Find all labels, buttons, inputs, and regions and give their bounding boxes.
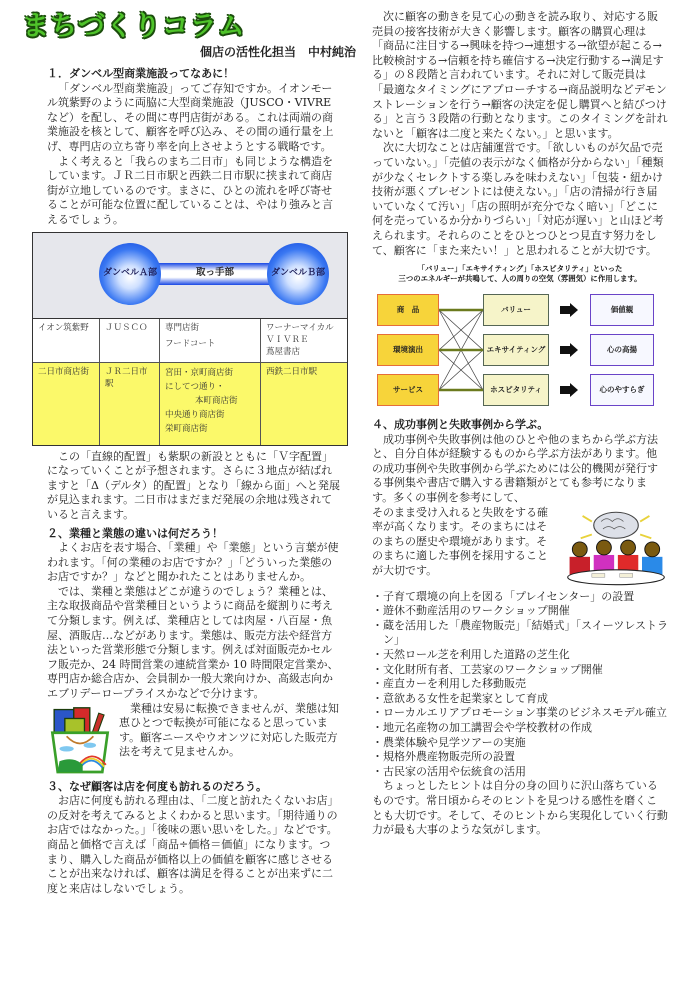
mall-row [33,319,347,363]
list-item-text: 蔵を活用した「農産物販売」「結婚式」「スイーツレストラン」 [383,618,669,647]
outcome-box-uplift: 心の高揚 [590,334,654,366]
list-item: ・規格外農産物販売所の設置 [372,750,515,764]
left-column [38,0,357,989]
cell-line: フードコート [165,338,216,349]
section-2-paragraph-2: では、業種と業態はどこが違うのでしょう？業種とは、主な取扱商品や営業種目というように商品を縦割りに考えて分類します。例えば、業種店としては肉屋・八百屋・魚屋、酒販店…などがあります。業態は、販売方法や経営方法といった営業形態で分類します。例えば対面販売かセルフ販売か、24 時間営業の連続営業か 10 時間限定営業か、専門店か総合店か、会員制か一般大衆向けか、高級志向かエブリデーロープライスかなどで分けます。 [47,584,339,701]
outcome-box-values: 価値観 [590,294,654,326]
list-item-text: 産直カーを利用した移動販売 [383,677,526,691]
town-cell-middle [160,363,261,445]
section-4-paragraph-1-continued: そのまま受け入れると失敗をする確率が高くなります。そのまちにはそのまちの歴史や環境があります。そのまちに適した事例を採用することが大切です。 [372,505,548,578]
closing-paragraph: ちょっとしたヒントは自分の身の回りに沢山落ちているものです。常日頃からそのヒントを見つける感性を磨くことも大切です。そして、そのヒントから実現化していく行動力が最も大事のような気がします。 [372,779,668,837]
list-item: ・農業体験や見学ツアーの実施 [372,735,526,749]
town-row [33,363,347,445]
shopping-bag-illustration [47,704,113,774]
cell-line: ＶＩＶＲＥ [266,334,309,345]
list-item: ・子育て環境の向上を図る「プレイセンター」の設置 [372,589,635,603]
list-item-text: ローカルエリアプロモーション事業のビジネスモデル確立 [383,706,668,720]
list-item-text: 農業体験や見学ツアーの実施 [383,735,526,749]
section-1-paragraph-3: この「直線的配置」も紫駅の新設とともに「Ｖ字配置」になっていくことが予想されます。さらに３地点が結ばれますと「Δ（デルタ）的配置」となり「線から面」へと発展が見込まれます。二日市はまだまだ発展の余地は残されていると言えます。 [47,449,340,521]
town-cell-anchor-b: 西鉄二日市駅 [261,363,347,445]
initiative-list [372,590,668,780]
section-1-heading: １．ダンベル型商業施設ってなあに！ [47,67,235,80]
cell-line: にしてつ通り・ [165,381,225,392]
energy-box-value: バリュー [483,294,549,326]
list-item-text: 遊休不動産活用のワークショップ開催 [383,604,570,618]
store-operation-paragraph: 次に大切なことは店舗運営です。「欲しいものが欠品で売っていない。」「売値の表示がなく価格が分からない」「種類が少なくセレクトする楽しみを味わえない」「包装・紐かけ技術が悪くプレゼントには使えない。」「店の清掃が行き届いていなくて汚い」「店の照明が充分でなく暗い」「どこに何を売っているか分かりづらい」「対応が遅い」と山ほど考えられます。それらのことをひとつひとつ見直す努力をして、顧客に「また来たい！」と思われることが大切です。 [372,141,664,257]
dumbbell-diagram [32,232,348,446]
list-item-text: 規格外農産物販売所の設置 [383,750,515,764]
cell-line: 中央通り商店街 [165,409,225,420]
caption-line: 三つのエネルギーが共鳴して、人の周りの空気（雰囲気）に作用します。 [398,274,642,284]
section-3-paragraph-1: お店に何度も訪れる理由は、「二度と訪れたくないお店」の反対を考えてみるとよくわかると思います。「期待通りのお店ではなかった。」「後味の悪い思いをした。」などです。商品と価格で言えば「商品÷価格＝価値」になります。つまり、購入した商品が価格以上の価値を顧客に感じさせることが出来なければ、顧客は満足を得ることが出来ずに二度と来店はしないでしょう。 [47,794,339,895]
author-byline: 個店の活性化担当 中村純治 [200,45,357,59]
cell-line: 蔦屋書店 [266,346,301,357]
list-item-text: 地元名産物の加工講習会や学校教材の作成 [383,721,592,734]
section-1-paragraph-1: 「ダンベル型商業施設」ってご存知ですか。イオンモール筑紫野のように両脇に大型商業施設（JUSCO・VIVRE など）を配し、その間に専門店街がある。これは両端の商業施設を核として、顧客を呼び込み、その間の通行量を上げ、専門店の立ち寄り率を向上させようとする戦略です。 [47,81,334,153]
section-2-paragraph-3: 業種は安易に転換できませんが、業態は知恵ひとつで転換が可能になると思っています。顧客ニースやウオンツに対応した販売方法を考えて見ませんか。 [119,701,339,759]
list-item-text: 文化財所有者、工芸家のワークショップ開催 [383,662,603,676]
list-item: ・文化財所有者、工芸家のワークショップ開催 [372,662,603,676]
dumbbell-handle: 取っ手部 [159,263,271,285]
town-cell-anchor-a: ＪＲ二日市駅 [100,363,160,445]
right-arrow-icon [560,343,578,357]
list-item: ・天然ロール芝を利用した道路の芝生化 [372,648,570,662]
cell-line: 本町商店街 [195,395,238,406]
right-column [372,0,668,989]
list-item: ・産直カーを利用した移動販売 [372,677,526,691]
cell-line: 宮田・京町商店街 [165,367,234,378]
section-1-paragraph-2: よく考えると「我らのまち二日市」も同じような構造をしています。ＪＲ二日市駅と西鉄二日市駅に挟まれて商店街が立地しているのです。まさに、ひとの流れを呼び寄せることが可能な位置に配していることは、やはり強みと言えるでしょう。 [47,154,333,226]
caption-line: 「バリュー」「エキサイティング」「ホスピタリティ」といった [417,264,623,274]
section-4-paragraph-1: 成功事例や失敗事例は他のひとや他のまちから学ぶ方法と、自分自体が経験するものから学ぶ方法があります。他の成功事例や失敗事例から学ぶためには公的機関が発行する事例集や書店で購入する書籍類がとても参考になります。多くの事例を参考にして、 [372,432,658,505]
right-arrow-icon [560,383,578,397]
section-3-heading: ３、なぜ顧客は店を何度も訪れるのだろう。 [47,779,267,793]
list-item-text: 子育て環境の向上を図る「プレイセンター」の設置 [383,589,635,603]
dumbbell-ball-a: ダンベルＡ部 [99,243,161,305]
cell-line: 栄町商店街 [165,423,208,434]
section-4-heading: ４、成功事例と失敗事例から学ぶ。 [372,418,549,432]
mall-cell-middle [160,319,261,363]
section-2-heading: ２、業種と業態の違いは何だろう！ [47,526,223,540]
list-item: ・意欲ある女性を起業家として育成 [372,691,548,705]
mall-cell-name: イオン筑紫野 [33,319,100,363]
meeting-brainstorm-illustration [564,508,668,588]
cell-line: ワーナーマイカル [266,322,334,333]
column-title: まちづくりコラム [22,11,246,42]
energy-box-exciting: エキサイティング [483,334,549,366]
energy-diagram-caption [372,264,668,284]
list-item-text: 天然ロール芝を利用した道路の芝生化 [383,648,570,662]
source-box-service: サービス [377,374,439,406]
source-box-environment: 環境演出 [377,334,439,366]
list-item-text: 意欲ある女性を起業家として育成 [383,691,548,705]
right-arrow-icon [560,303,578,317]
list-item: ・遊休不動産活用のワークショップ開催 [372,604,570,618]
town-cell-name: 二日市商店街 [33,363,100,445]
outcome-box-calm: 心のやすらぎ [590,374,654,406]
list-item: ・地元名産物の加工講習会や学校教材の作成 [372,721,592,734]
mall-cell-anchor-b [261,319,347,363]
energy-box-hospitality: ホスピタリティ [483,374,549,406]
section-2-paragraph-1: よくお店を表す場合、「業種」や「業態」という言葉が使われます。「何の業種のお店ですか？」「どういった業態のお店ですか？」などと聞かれたことはありませんか。 [47,541,339,584]
buying-psychology-paragraph: 次に顧客の動きを見て心の動きを読み取り、対応する販売員の接客技術が大きく影響します。顧客の購買心理は「商品に注目する→興味を持つ→連想する→欲望が起こる→比較検討する→信頼を持ち確信する→決定行動する→満足する」の８段階と言われています。それに対して販売員は「最適なタイミングにアプローチする→商品説明などデモンストレーションを行う→顧客の決定を促し購買へと結びつける」と言う３段階の行動となります。このタイミングを計れないと「顧客は二度と来たくない。」と思います。 [372,10,668,140]
source-box-product: 商 品 [377,294,439,326]
energy-links [439,294,483,410]
mall-cell-anchor-a: ＪＵＳＣＯ [100,319,160,363]
list-item: ・ローカルエリアプロモーション事業のビジネスモデル確立 [372,706,668,720]
list-item-text: 古民家の活用や伝統食の活用 [383,764,526,778]
dumbbell-ball-b: ダンベルＢ部 [267,243,329,305]
energy-diagram [372,264,668,414]
dumbbell-graphic [33,233,347,319]
list-item: ・蔵を活用した「農産物販売」「結婚式」「スイーツレストラン」 [372,618,669,647]
list-item: ・古民家の活用や伝統食の活用 [372,764,526,778]
cell-line: 専門店街 [165,322,200,333]
